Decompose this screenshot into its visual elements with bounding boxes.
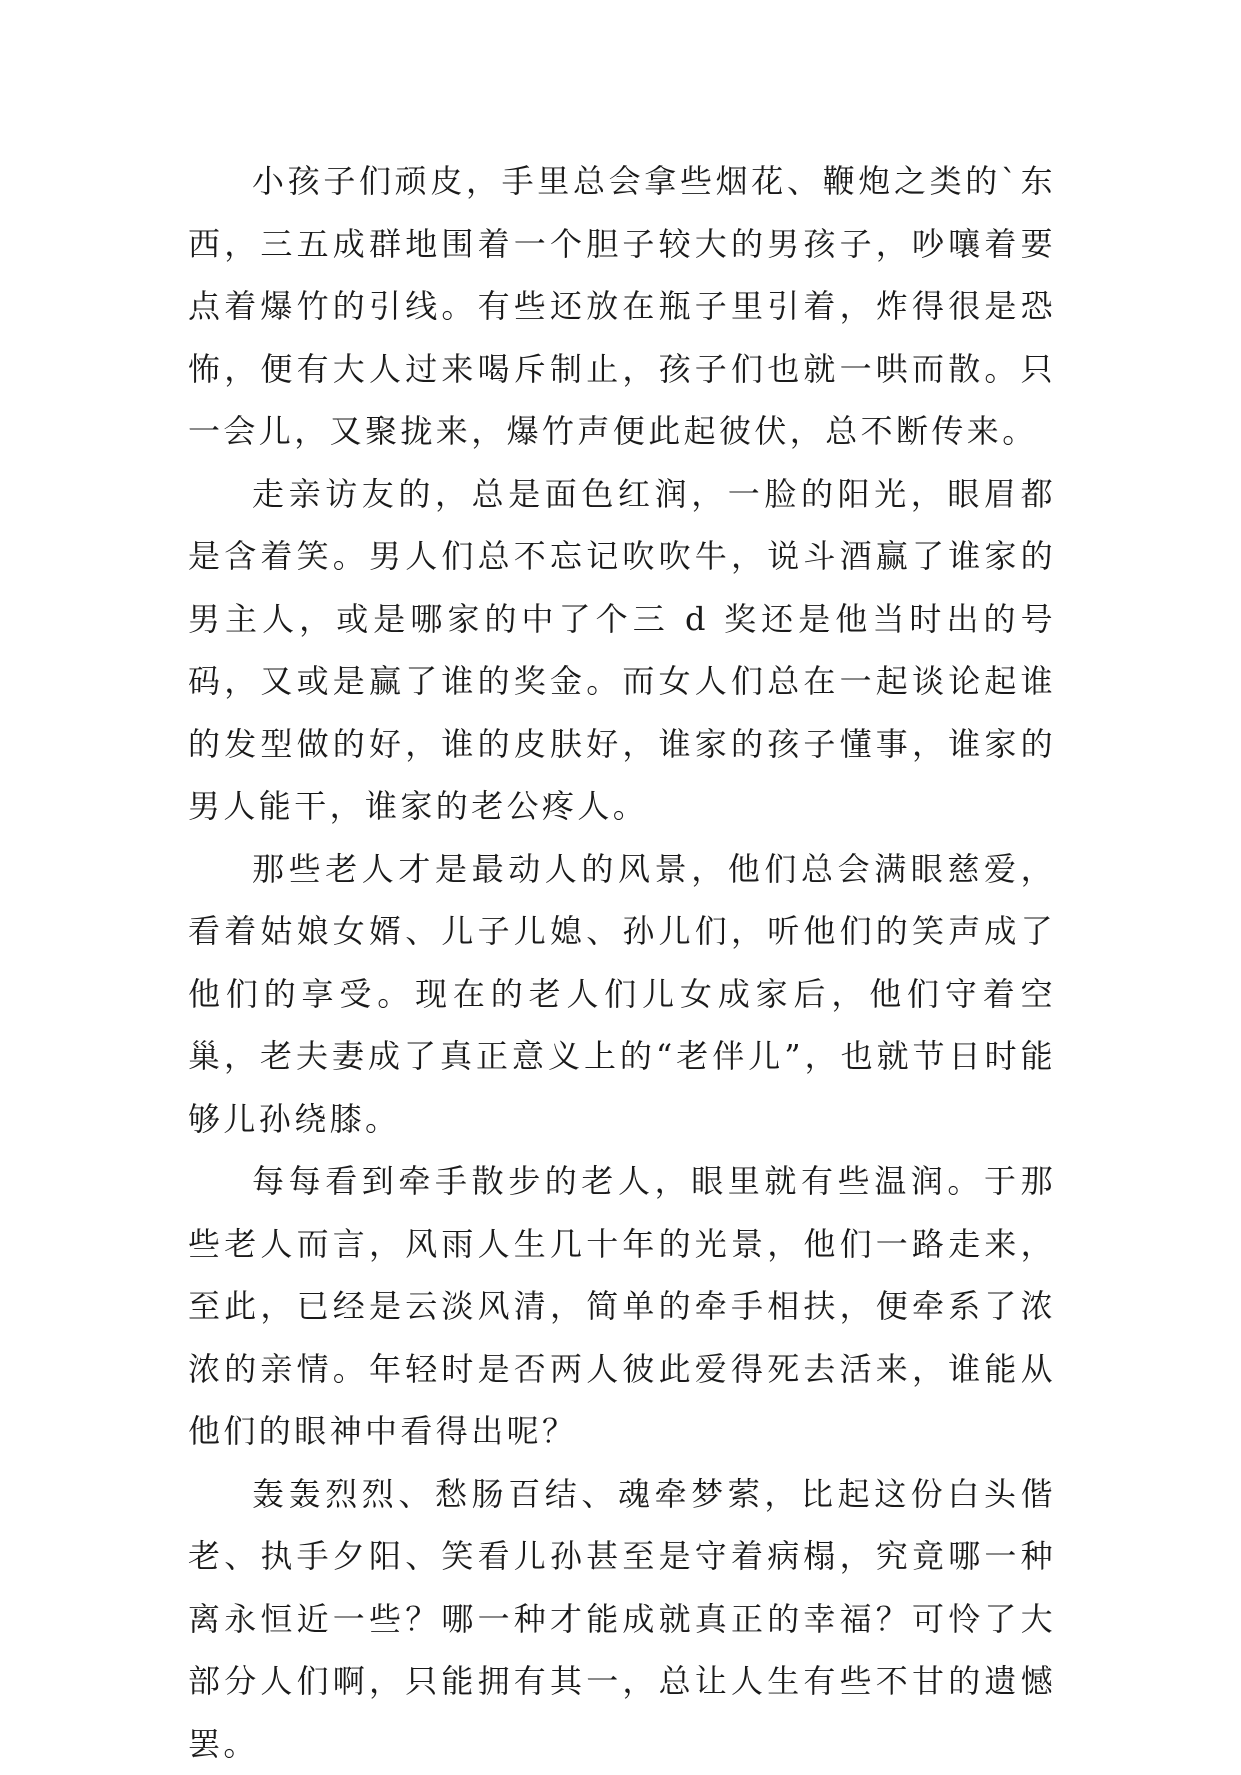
paragraph-2: 走亲访友的，总是面色红润，一脸的阳光，眼眉都是含着笑。男人们总不忘记吹吹牛，说斗酒赢了谁家的男主人，或是哪家的中了个三 d 奖还是他当时出的号码，又或是赢了谁的奖金。而女人们总在一起谈论起谁的发型做的好，谁的皮肤好，谁家的孩子懂事，谁家的男人能干，谁家的老公疼人。 [188,463,1056,838]
paragraph-1: 小孩子们顽皮，手里总会拿些烟花、鞭炮之类的`东西，三五成群地围着一个胆子较大的男孩子，吵嚷着要点着爆竹的引线。有些还放在瓶子里引着，炸得很是恐怖，便有大人过来喝斥制止，孩子们也就一哄而散。只一会儿，又聚拢来，爆竹声便此起彼伏，总不断传来。 [188,150,1056,463]
paragraph-4: 每每看到牵手散步的老人，眼里就有些温润。于那些老人而言，风雨人生几十年的光景，他们一路走来，至此，已经是云淡风清，简单的牵手相扶，便牵系了浓浓的亲情。年轻时是否两人彼此爱得死去活来，谁能从他们的眼神中看得出呢？ [188,1150,1056,1463]
paragraph-3: 那些老人才是最动人的风景，他们总会满眼慈爱，看着姑娘女婿、儿子儿媳、孙儿们，听他们的笑声成了他们的享受。现在的老人们儿女成家后，他们守着空巢，老夫妻成了真正意义上的“老伴儿”，也就节日时能够儿孙绕膝。 [188,838,1056,1151]
paragraph-5: 轰轰烈烈、愁肠百结、魂牵梦萦，比起这份白头偕老、执手夕阳、笑看儿孙甚至是守着病榻，究竟哪一种离永恒近一些？哪一种才能成就真正的幸福？可怜了大部分人们啊，只能拥有其一，总让人生有些不甘的遗憾罢。 [188,1463,1056,1775]
document-body [188,150,1056,1775]
